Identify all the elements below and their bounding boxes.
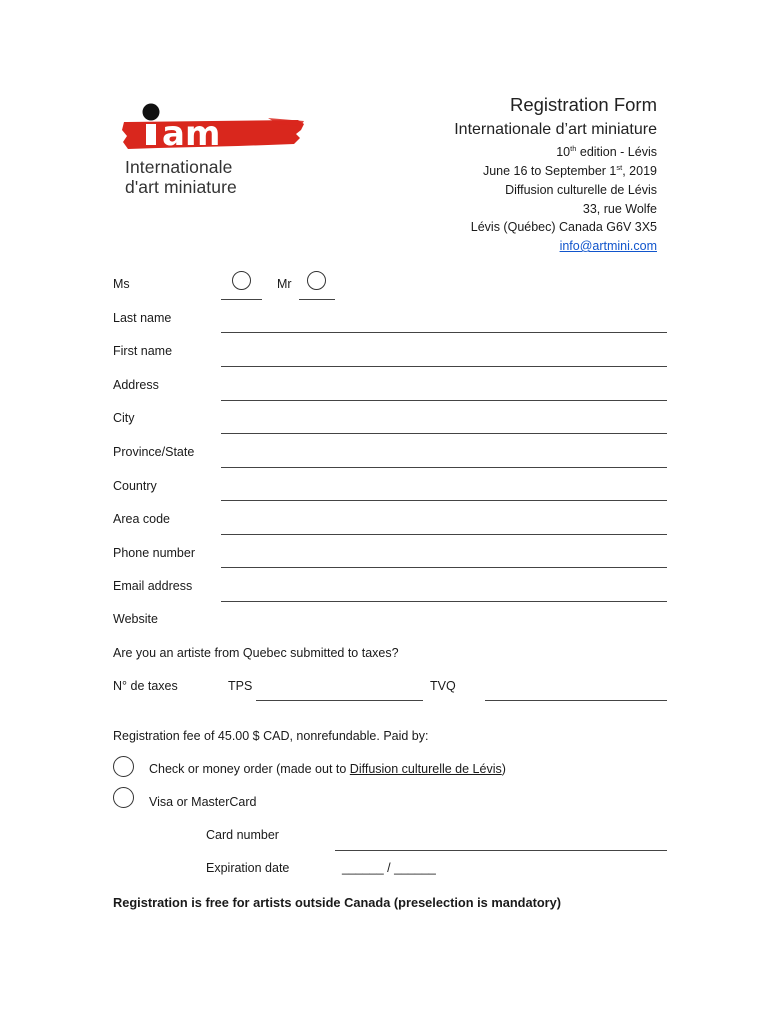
card-option-label: Visa or MasterCard: [149, 795, 257, 809]
mr-radio[interactable]: [307, 271, 326, 290]
tps-field[interactable]: [256, 700, 423, 701]
dates-line: June 16 to September 1st, 2019: [482, 163, 657, 178]
cheque-option-label: Check or money order (made out to Diffusion culturelle de Lévis): [149, 762, 506, 776]
city-label: City: [113, 411, 135, 425]
form-subtitle: Internationale d’art miniature: [454, 121, 657, 138]
last-name-label: Last name: [113, 311, 172, 325]
street-line: 33, rue Wolfe: [582, 202, 657, 216]
organization-line: Diffusion culturelle de Lévis: [505, 183, 657, 197]
email-label: Email address: [113, 579, 193, 593]
city-field[interactable]: [221, 433, 667, 434]
card-number-label: Card number: [206, 828, 279, 842]
area-code-field[interactable]: [221, 534, 667, 535]
fee-text: Registration fee of 45.00 $ CAD, nonrefundable. Paid by:: [113, 729, 429, 743]
email-field[interactable]: [221, 601, 667, 602]
card-number-field[interactable]: [335, 850, 667, 851]
country-field[interactable]: [221, 500, 667, 501]
last-name-field[interactable]: [221, 332, 667, 333]
phone-label: Phone number: [113, 546, 196, 560]
province-field[interactable]: [221, 467, 667, 468]
website-label: Website: [113, 612, 158, 626]
city-line: Lévis (Québec) Canada G6V 3X5: [470, 220, 657, 234]
free-registration-note: Registration is free for artists outside Canada (preselection is mandatory): [113, 895, 562, 910]
address-label: Address: [113, 378, 159, 392]
expiration-field[interactable]: ______ / ______: [342, 861, 436, 875]
ms-radio[interactable]: [232, 271, 251, 290]
ms-label: Ms: [113, 277, 130, 291]
tvq-field[interactable]: [485, 700, 667, 701]
logo-line-1: Internationale: [125, 157, 233, 177]
card-radio[interactable]: [113, 787, 134, 808]
tax-number-label: N° de taxes: [113, 679, 178, 693]
payee-name: Diffusion culturelle de Lévis: [349, 762, 502, 776]
form-title: Registration Form: [509, 94, 657, 115]
mr-underline: [299, 299, 335, 300]
tvq-label: TVQ: [430, 679, 456, 693]
logo-mark-icon: [118, 100, 308, 160]
expiration-label: Expiration date: [206, 861, 290, 875]
logo-wordmark: [125, 157, 237, 197]
country-label: Country: [113, 479, 157, 493]
area-code-label: Area code: [113, 512, 170, 526]
cheque-radio[interactable]: [113, 756, 134, 777]
contact-email-link[interactable]: info@artmini.com: [559, 239, 657, 253]
first-name-label: First name: [113, 344, 173, 358]
edition-line: 10th edition - Lévis: [556, 144, 657, 159]
tps-label: TPS: [228, 679, 253, 693]
ms-underline: [221, 299, 262, 300]
province-label: Province/State: [113, 445, 195, 459]
phone-field[interactable]: [221, 567, 667, 568]
logo-line-2: d'art miniature: [125, 177, 237, 197]
first-name-field[interactable]: [221, 366, 667, 367]
address-field[interactable]: [221, 400, 667, 401]
tax-question: Are you an artiste from Quebec submitted to taxes?: [113, 646, 399, 660]
logo-letters: am: [162, 114, 221, 154]
mr-label: Mr: [277, 277, 292, 291]
